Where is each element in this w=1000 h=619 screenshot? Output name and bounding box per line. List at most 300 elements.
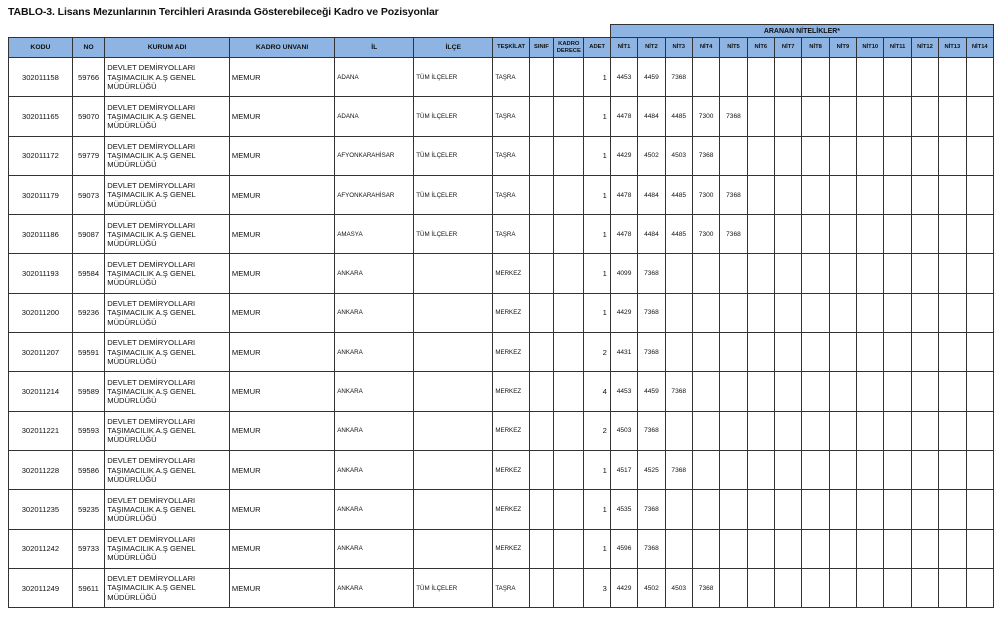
cell-nit12: [911, 568, 938, 607]
cell-nit1: 4429: [610, 568, 637, 607]
header-no: NO: [72, 38, 104, 58]
cell-no: 59087: [72, 215, 104, 254]
cell-nit4: 7300: [692, 215, 719, 254]
cell-kodu: 302011242: [9, 529, 73, 568]
table-row: [9, 293, 994, 332]
cell-nit3: 4503: [665, 568, 692, 607]
cell-nit4: [692, 490, 719, 529]
table-row: [9, 58, 994, 97]
kurum-adi-line: TAŞIMACILIK A.Ş GENEL: [107, 269, 196, 279]
cell-kodu: 302011235: [9, 490, 73, 529]
cell-nit4: [692, 254, 719, 293]
header-nit5: NİT5: [720, 38, 747, 58]
cell-kodu: 302011249: [9, 568, 73, 607]
cell-nit3: [665, 411, 692, 450]
cell-nit4: 7300: [692, 97, 719, 136]
cell-nit11: [884, 254, 911, 293]
cell-nit2: 4525: [638, 450, 665, 489]
cell-adet: 1: [584, 97, 610, 136]
cell-nit8: [802, 293, 829, 332]
cell-nit14: [966, 450, 993, 489]
cell-ilce: [414, 333, 493, 372]
cell-nit5: 7368: [720, 97, 747, 136]
cell-ilce: [414, 293, 493, 332]
cell-ilce: [414, 490, 493, 529]
table-row: [9, 372, 994, 411]
cell-nit8: [802, 333, 829, 372]
cell-nit5: [720, 529, 747, 568]
cell-kurum-adi: [105, 136, 230, 175]
cell-kodu: 302011200: [9, 293, 73, 332]
cell-nit12: [911, 97, 938, 136]
cell-nit13: [939, 58, 966, 97]
kurum-adi-line: DEVLET DEMİRYOLLARI: [107, 456, 196, 466]
cell-nit9: [829, 450, 856, 489]
kurum-adi-line: MÜDÜRLÜĞÜ: [107, 160, 157, 170]
cell-kadro-unvani: MEMUR: [229, 97, 334, 136]
cell-kadro-derece: [554, 411, 584, 450]
cell-nit14: [966, 136, 993, 175]
cell-nit13: [939, 529, 966, 568]
header-nit3: NİT3: [665, 38, 692, 58]
cell-nit7: [775, 97, 802, 136]
cell-no: 59586: [72, 450, 104, 489]
cell-nit12: [911, 58, 938, 97]
cell-teskilat: TAŞRA: [493, 568, 529, 607]
kurum-adi-line: TAŞIMACILIK A.Ş GENEL: [107, 583, 196, 593]
cell-ilce: TÜM İLÇELER: [414, 97, 493, 136]
header-nit12: NİT12: [911, 38, 938, 58]
cell-nit3: 7368: [665, 58, 692, 97]
cell-nit6: [747, 136, 774, 175]
cell-kodu: 302011172: [9, 136, 73, 175]
cell-nit7: [775, 490, 802, 529]
kurum-adi-line: MÜDÜRLÜĞÜ: [107, 121, 157, 131]
cell-nit6: [747, 490, 774, 529]
cell-no: 59733: [72, 529, 104, 568]
cell-nit10: [857, 97, 884, 136]
cell-il: ANKARA: [335, 529, 414, 568]
kurum-adi-line: MÜDÜRLÜĞÜ: [107, 435, 157, 445]
cell-nit14: [966, 215, 993, 254]
cell-il: ANKARA: [335, 254, 414, 293]
header-nit8: NİT8: [802, 38, 829, 58]
cell-nit9: [829, 293, 856, 332]
cell-kodu: 302011158: [9, 58, 73, 97]
cell-ilce: [414, 529, 493, 568]
cell-nit8: [802, 254, 829, 293]
kurum-adi-line: DEVLET DEMİRYOLLARI: [107, 417, 196, 427]
kurum-adi-line: DEVLET DEMİRYOLLARI: [107, 220, 196, 230]
cell-kurum-adi: [105, 58, 230, 97]
cell-nit4: [692, 293, 719, 332]
table-row: [9, 333, 994, 372]
cell-nit8: [802, 136, 829, 175]
cell-nit3: 7368: [665, 372, 692, 411]
header-nit6: NİT6: [747, 38, 774, 58]
cell-adet: 3: [584, 568, 610, 607]
cell-ilce: [414, 254, 493, 293]
cell-kodu: 302011214: [9, 372, 73, 411]
cell-kadro-derece: [554, 97, 584, 136]
cell-nit6: [747, 58, 774, 97]
cell-nit5: [720, 136, 747, 175]
cell-nit13: [939, 293, 966, 332]
cell-nit5: [720, 254, 747, 293]
cell-adet: 1: [584, 490, 610, 529]
cell-nit4: 7368: [692, 136, 719, 175]
cell-nit3: [665, 333, 692, 372]
cell-kurum-adi: [105, 568, 230, 607]
cell-nit4: [692, 529, 719, 568]
cell-no: 59236: [72, 293, 104, 332]
cell-adet: 4: [584, 372, 610, 411]
cell-nit3: [665, 529, 692, 568]
cell-teskilat: TAŞRA: [493, 215, 529, 254]
cell-nit11: [884, 333, 911, 372]
cell-nit3: 4503: [665, 136, 692, 175]
kurum-adi-line: TAŞIMACILIK A.Ş GENEL: [107, 426, 196, 436]
cell-nit13: [939, 450, 966, 489]
cell-teskilat: MERKEZ: [493, 450, 529, 489]
cell-adet: 2: [584, 333, 610, 372]
cell-nit14: [966, 333, 993, 372]
cell-kadro-derece: [554, 175, 584, 214]
cell-nit3: [665, 490, 692, 529]
table-row: [9, 529, 994, 568]
cell-il: ADANA: [335, 97, 414, 136]
cell-nit10: [857, 411, 884, 450]
cell-il: AFYONKARAHİSAR: [335, 175, 414, 214]
cell-teskilat: MERKEZ: [493, 529, 529, 568]
header-kurum-adi: KURUM ADI: [105, 38, 230, 58]
cell-nit12: [911, 254, 938, 293]
table-row: [9, 411, 994, 450]
cell-adet: 1: [584, 136, 610, 175]
cell-teskilat: TAŞRA: [493, 97, 529, 136]
cell-kadro-unvani: MEMUR: [229, 411, 334, 450]
cell-sinif: [529, 175, 553, 214]
cell-kurum-adi: [105, 372, 230, 411]
cell-no: 59591: [72, 333, 104, 372]
cell-nit7: [775, 529, 802, 568]
kurum-adi-line: MÜDÜRLÜĞÜ: [107, 356, 157, 366]
cell-nit12: [911, 215, 938, 254]
cell-nit5: [720, 490, 747, 529]
cell-nit5: 7368: [720, 175, 747, 214]
cell-nit6: [747, 293, 774, 332]
cell-nit12: [911, 293, 938, 332]
cell-nit10: [857, 136, 884, 175]
cell-no: 59070: [72, 97, 104, 136]
cell-nit9: [829, 58, 856, 97]
kurum-adi-line: DEVLET DEMİRYOLLARI: [107, 259, 196, 269]
cell-nit6: [747, 411, 774, 450]
cell-kodu: 302011193: [9, 254, 73, 293]
cell-nit5: [720, 411, 747, 450]
cell-ilce: TÜM İLÇELER: [414, 175, 493, 214]
cell-nit2: 4459: [638, 58, 665, 97]
cell-no: 59766: [72, 58, 104, 97]
cell-nit11: [884, 175, 911, 214]
cell-no: 59235: [72, 490, 104, 529]
kurum-adi-line: DEVLET DEMİRYOLLARI: [107, 63, 196, 73]
cell-nit7: [775, 372, 802, 411]
cell-ilce: TÜM İLÇELER: [414, 568, 493, 607]
cell-sinif: [529, 58, 553, 97]
cell-ilce: TÜM İLÇELER: [414, 215, 493, 254]
cell-nit5: 7368: [720, 215, 747, 254]
cell-nit8: [802, 175, 829, 214]
kurum-adi-line: DEVLET DEMİRYOLLARI: [107, 181, 196, 191]
group-header-row: [9, 25, 994, 38]
cell-nit3: [665, 254, 692, 293]
cell-il: ANKARA: [335, 490, 414, 529]
cell-nit14: [966, 568, 993, 607]
cell-nit8: [802, 529, 829, 568]
cell-nit2: 7368: [638, 333, 665, 372]
cell-nit4: [692, 411, 719, 450]
cell-sinif: [529, 372, 553, 411]
cell-kadro-unvani: MEMUR: [229, 215, 334, 254]
kurum-adi-line: TAŞIMACILIK A.Ş GENEL: [107, 72, 196, 82]
cell-nit1: 4517: [610, 450, 637, 489]
cell-nit2: 7368: [638, 490, 665, 529]
header-nit7: NİT7: [775, 38, 802, 58]
cell-nit3: 4485: [665, 97, 692, 136]
cell-kadro-unvani: MEMUR: [229, 58, 334, 97]
kurum-adi-line: MÜDÜRLÜĞÜ: [107, 592, 157, 602]
cell-nit4: 7300: [692, 175, 719, 214]
cell-teskilat: MERKEZ: [493, 254, 529, 293]
header-il: İL: [335, 38, 414, 58]
kurum-adi-line: TAŞIMACILIK A.Ş GENEL: [107, 229, 196, 239]
cell-no: 59589: [72, 372, 104, 411]
cell-kurum-adi: [105, 293, 230, 332]
cell-nit3: 4485: [665, 175, 692, 214]
cell-nit8: [802, 372, 829, 411]
cell-kurum-adi: [105, 175, 230, 214]
cell-il: ANKARA: [335, 333, 414, 372]
kurum-adi-line: TAŞIMACILIK A.Ş GENEL: [107, 347, 196, 357]
kurum-adi-line: TAŞIMACILIK A.Ş GENEL: [107, 308, 196, 318]
kurum-adi-line: DEVLET DEMİRYOLLARI: [107, 377, 196, 387]
cell-nit14: [966, 372, 993, 411]
cell-nit1: 4429: [610, 136, 637, 175]
cell-adet: 1: [584, 58, 610, 97]
cell-kurum-adi: [105, 215, 230, 254]
cell-nit6: [747, 333, 774, 372]
table-row: [9, 97, 994, 136]
cell-nit8: [802, 97, 829, 136]
cell-nit7: [775, 136, 802, 175]
cell-nit11: [884, 58, 911, 97]
cell-adet: 2: [584, 411, 610, 450]
cell-nit1: 4478: [610, 175, 637, 214]
cell-kadro-unvani: MEMUR: [229, 333, 334, 372]
kurum-adi-line: MÜDÜRLÜĞÜ: [107, 238, 157, 248]
cell-nit13: [939, 333, 966, 372]
cell-nit14: [966, 254, 993, 293]
cell-il: AMASYA: [335, 215, 414, 254]
header-nit10: NİT10: [857, 38, 884, 58]
cell-nit12: [911, 450, 938, 489]
cell-nit10: [857, 175, 884, 214]
cell-nit9: [829, 490, 856, 529]
cell-sinif: [529, 215, 553, 254]
cell-il: AFYONKARAHİSAR: [335, 136, 414, 175]
cell-nit7: [775, 450, 802, 489]
cell-nit9: [829, 568, 856, 607]
cell-il: ADANA: [335, 58, 414, 97]
cell-nit6: [747, 529, 774, 568]
cell-nit10: [857, 58, 884, 97]
cell-nit9: [829, 411, 856, 450]
cell-nit12: [911, 136, 938, 175]
cell-nit11: [884, 293, 911, 332]
cell-il: ANKARA: [335, 450, 414, 489]
cell-adet: 1: [584, 293, 610, 332]
cell-nit5: [720, 58, 747, 97]
cell-no: 59593: [72, 411, 104, 450]
header-nit14: NİT14: [966, 38, 993, 58]
cell-nit2: 4502: [638, 136, 665, 175]
cell-nit8: [802, 58, 829, 97]
cell-nit5: [720, 372, 747, 411]
cell-nit7: [775, 254, 802, 293]
cell-sinif: [529, 411, 553, 450]
header-nit13: NİT13: [939, 38, 966, 58]
cell-kodu: 302011179: [9, 175, 73, 214]
column-header-row: [9, 38, 994, 58]
cell-kadro-derece: [554, 215, 584, 254]
cell-kodu: 302011221: [9, 411, 73, 450]
cell-kurum-adi: [105, 411, 230, 450]
aranan-nitelikler-header: ARANAN NİTELİKLER*: [610, 25, 993, 38]
cell-kadro-derece: [554, 372, 584, 411]
cell-kadro-derece: [554, 58, 584, 97]
cell-kodu: 302011186: [9, 215, 73, 254]
cell-nit1: 4478: [610, 97, 637, 136]
kurum-adi-line: TAŞIMACILIK A.Ş GENEL: [107, 111, 196, 121]
cell-nit14: [966, 97, 993, 136]
cell-nit8: [802, 215, 829, 254]
cell-nit8: [802, 568, 829, 607]
cell-teskilat: MERKEZ: [493, 490, 529, 529]
cell-nit2: 4459: [638, 372, 665, 411]
table-row: [9, 490, 994, 529]
header-nit11: NİT11: [884, 38, 911, 58]
cell-il: ANKARA: [335, 411, 414, 450]
cell-sinif: [529, 333, 553, 372]
cell-nit5: [720, 568, 747, 607]
cell-nit12: [911, 372, 938, 411]
kurum-adi-line: TAŞIMACILIK A.Ş GENEL: [107, 386, 196, 396]
cell-nit3: 4485: [665, 215, 692, 254]
header-nit2: NİT2: [638, 38, 665, 58]
cell-nit6: [747, 254, 774, 293]
cell-nit11: [884, 215, 911, 254]
cell-kurum-adi: [105, 529, 230, 568]
cell-nit7: [775, 333, 802, 372]
cell-nit13: [939, 215, 966, 254]
cell-adet: 1: [584, 215, 610, 254]
kurum-adi-line: MÜDÜRLÜĞÜ: [107, 553, 157, 563]
cell-nit6: [747, 568, 774, 607]
cell-nit9: [829, 254, 856, 293]
cell-nit14: [966, 490, 993, 529]
cell-nit12: [911, 175, 938, 214]
cell-kadro-derece: [554, 529, 584, 568]
kurum-adi-line: TAŞIMACILIK A.Ş GENEL: [107, 465, 196, 475]
header-kadro-derece: KADRO DERECE: [554, 38, 584, 58]
cell-nit5: [720, 293, 747, 332]
header-nit1: NİT1: [610, 38, 637, 58]
table-row: [9, 450, 994, 489]
kurum-adi-line: TAŞIMACILIK A.Ş GENEL: [107, 151, 196, 161]
table-row: [9, 136, 994, 175]
positions-table: [8, 24, 994, 608]
cell-kadro-derece: [554, 136, 584, 175]
cell-nit10: [857, 568, 884, 607]
kurum-adi-line: MÜDÜRLÜĞÜ: [107, 199, 157, 209]
cell-teskilat: TAŞRA: [493, 58, 529, 97]
cell-sinif: [529, 490, 553, 529]
cell-nit13: [939, 490, 966, 529]
table-row: [9, 254, 994, 293]
cell-kurum-adi: [105, 97, 230, 136]
cell-kodu: 302011165: [9, 97, 73, 136]
cell-nit11: [884, 450, 911, 489]
cell-kadro-unvani: MEMUR: [229, 529, 334, 568]
cell-nit14: [966, 411, 993, 450]
header-nit4: NİT4: [692, 38, 719, 58]
cell-il: ANKARA: [335, 293, 414, 332]
cell-nit7: [775, 215, 802, 254]
cell-il: ANKARA: [335, 372, 414, 411]
kurum-adi-line: TAŞIMACILIK A.Ş GENEL: [107, 504, 196, 514]
cell-kadro-unvani: MEMUR: [229, 175, 334, 214]
cell-nit7: [775, 58, 802, 97]
cell-nit11: [884, 490, 911, 529]
cell-nit10: [857, 333, 884, 372]
kurum-adi-line: TAŞIMACILIK A.Ş GENEL: [107, 544, 196, 554]
cell-no: 59073: [72, 175, 104, 214]
cell-nit7: [775, 175, 802, 214]
cell-kadro-unvani: MEMUR: [229, 136, 334, 175]
cell-nit14: [966, 58, 993, 97]
header-adet: ADET: [584, 38, 610, 58]
kurum-adi-line: MÜDÜRLÜĞÜ: [107, 278, 157, 288]
header-nit9: NİT9: [829, 38, 856, 58]
cell-nit13: [939, 568, 966, 607]
cell-nit9: [829, 215, 856, 254]
kurum-adi-line: DEVLET DEMİRYOLLARI: [107, 141, 196, 151]
cell-nit1: 4535: [610, 490, 637, 529]
cell-nit1: 4596: [610, 529, 637, 568]
cell-nit1: 4453: [610, 372, 637, 411]
cell-nit4: [692, 450, 719, 489]
cell-nit10: [857, 215, 884, 254]
cell-nit7: [775, 411, 802, 450]
cell-ilce: TÜM İLÇELER: [414, 136, 493, 175]
cell-nit2: 4484: [638, 215, 665, 254]
cell-kadro-derece: [554, 568, 584, 607]
cell-kadro-unvani: MEMUR: [229, 254, 334, 293]
cell-nit11: [884, 372, 911, 411]
cell-nit2: 4484: [638, 97, 665, 136]
cell-nit10: [857, 450, 884, 489]
